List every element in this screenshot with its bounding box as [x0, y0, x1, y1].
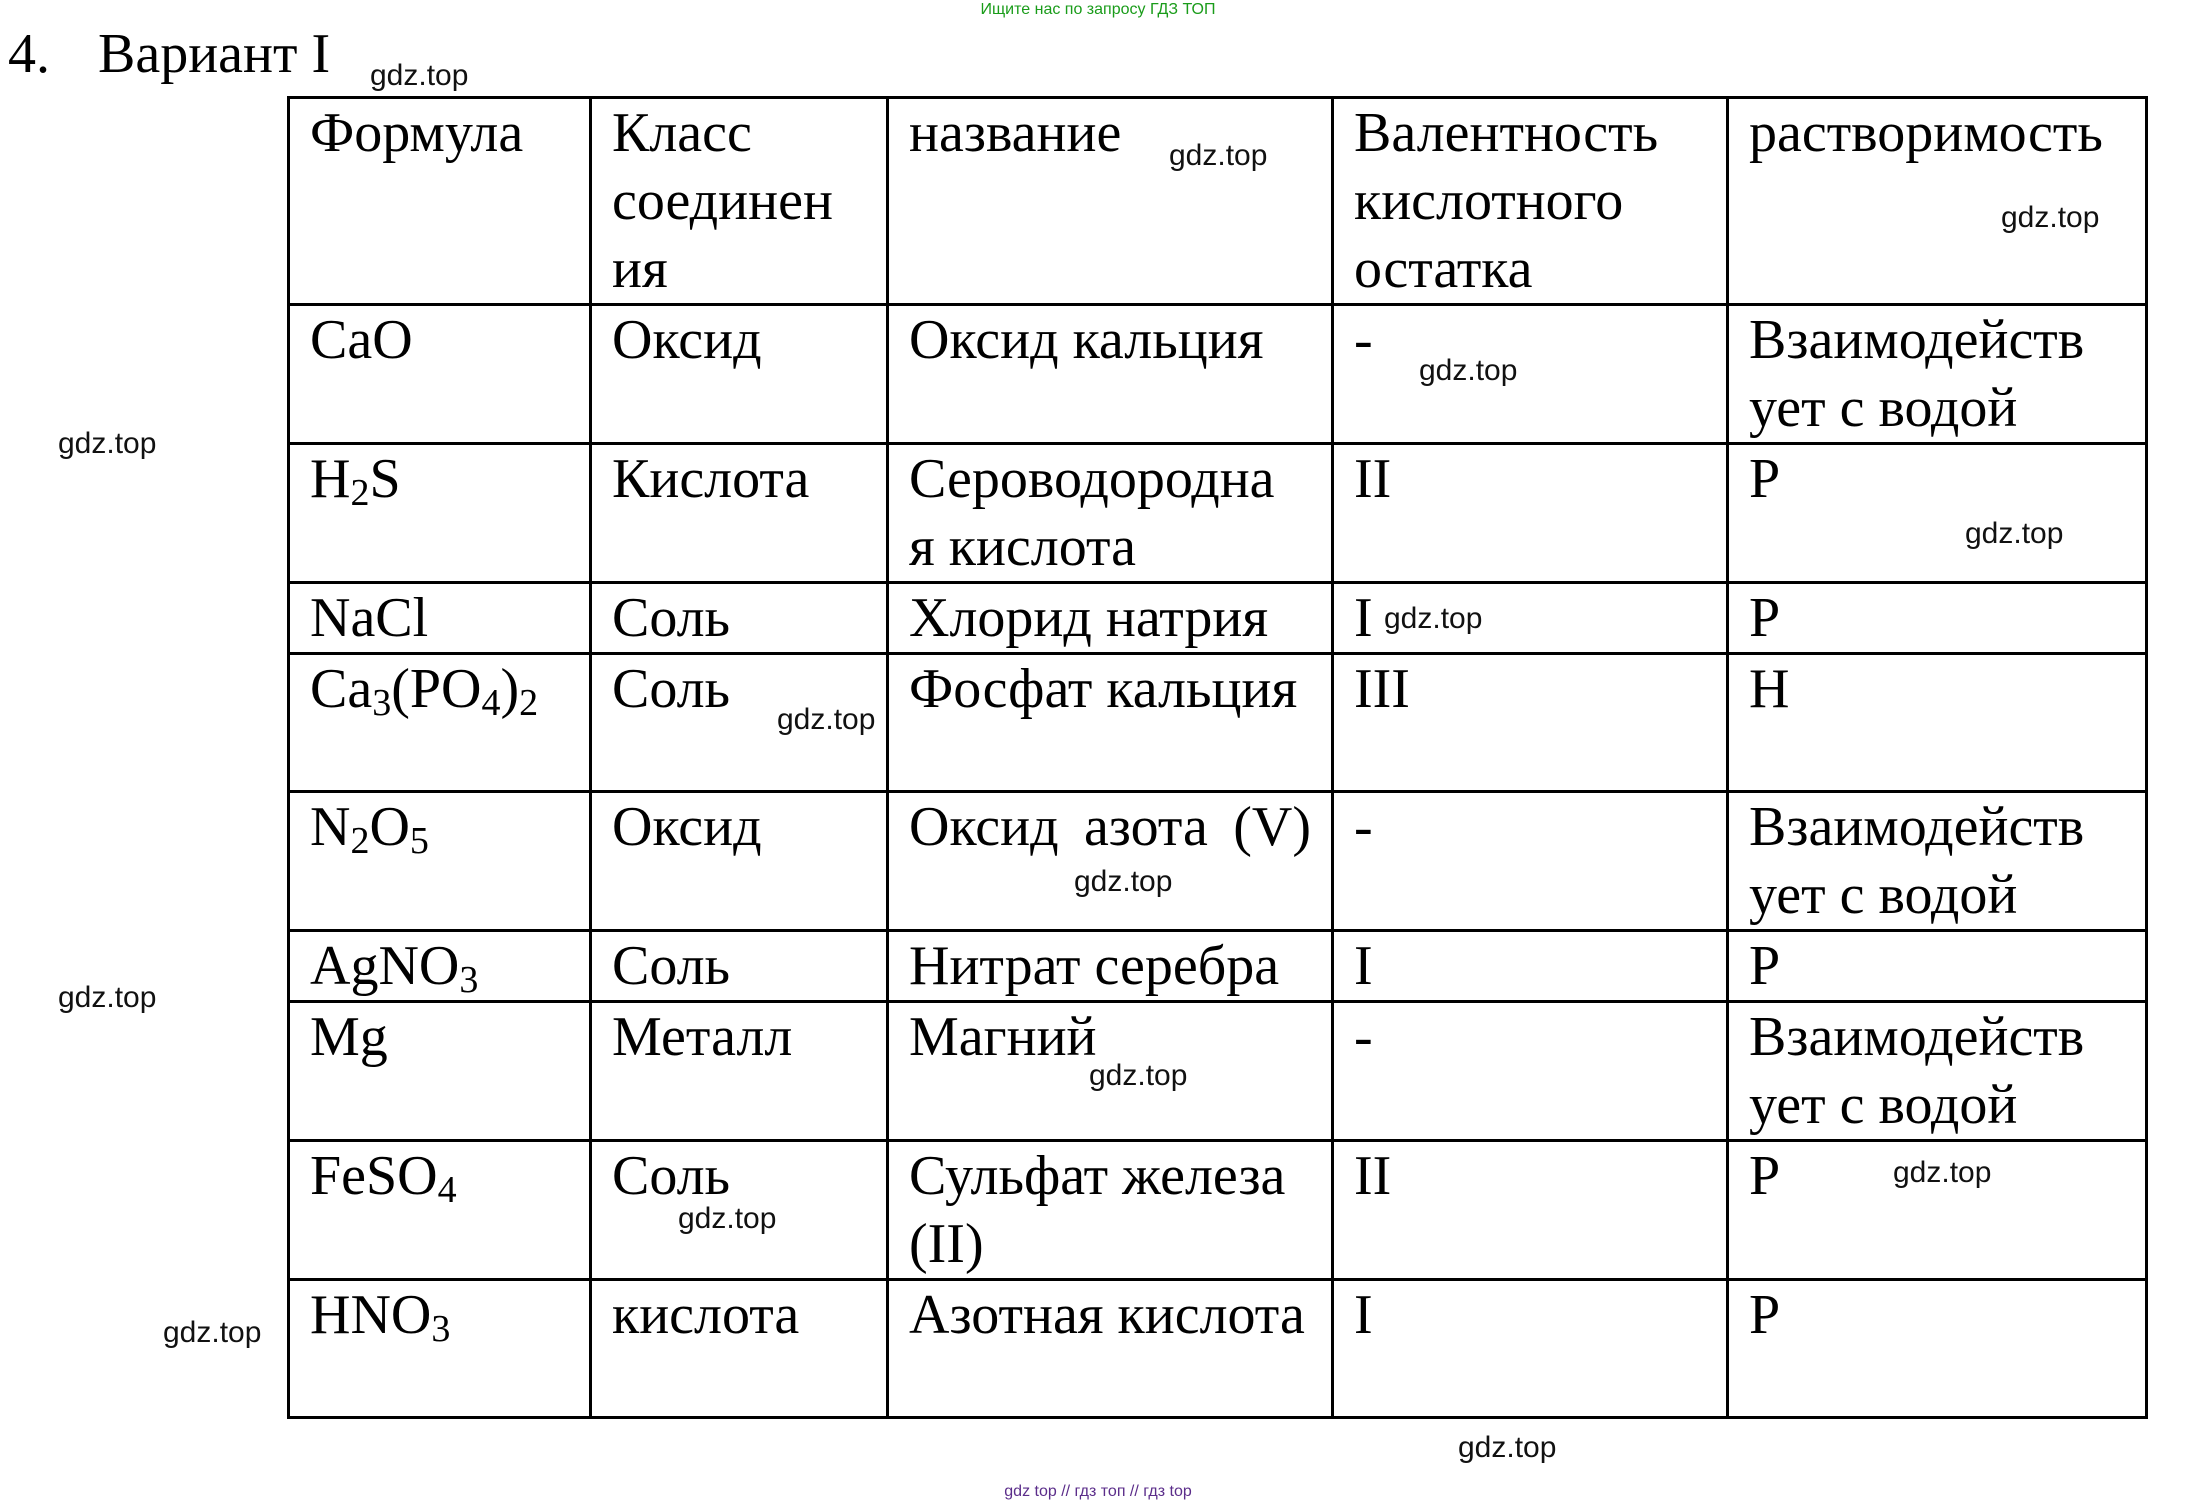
header-valence: Валентность кислотного остатка [1333, 98, 1728, 305]
watermark: gdz.top [58, 981, 157, 1014]
cell-formula: NaCl [289, 583, 591, 654]
table-row [289, 1280, 2147, 1418]
task-number: 4. [8, 23, 50, 85]
cell-class: Оксид [591, 305, 888, 444]
cell-class: Соль gdz.top [591, 1141, 888, 1280]
cell-formula: $H_2S$ [289, 444, 591, 583]
cell-valence: I [1333, 1280, 1728, 1418]
cell-class: Металл [591, 1002, 888, 1141]
cell-formula: FeSO$_4$ [289, 1141, 591, 1280]
compounds-table [287, 96, 2148, 1419]
cell-formula: $Ca_3(PO_4)_2$ [289, 654, 591, 792]
cell-solubility: Р gdz.top [1728, 1141, 2147, 1280]
cell-solubility: Взаимодейств ует с водой [1728, 305, 2147, 444]
cell-class: Соль [591, 583, 888, 654]
table-header-row [289, 98, 2147, 305]
cell-name: Оксид азота (V) gdz.top [888, 792, 1333, 931]
cell-solubility: Р [1728, 931, 2147, 1002]
watermark: gdz.top [370, 59, 469, 92]
table-row [289, 583, 2147, 654]
header-class: Класс соединен ия [591, 98, 888, 305]
cell-class: Кислота [591, 444, 888, 583]
cell-valence: III [1333, 654, 1728, 792]
watermark: gdz.top [1074, 865, 1173, 898]
cell-formula: $N_2O_5$ [289, 792, 591, 931]
header-formula: Формула [289, 98, 591, 305]
watermark: gdz.top [163, 1316, 262, 1349]
cell-formula: Mg [289, 1002, 591, 1141]
top-banner: Ищите нас по запросу ГДЗ ТОП [980, 1, 1216, 18]
watermark: gdz.top [1893, 1156, 1992, 1189]
page-title [8, 18, 330, 90]
cell-class: Соль gdz.top [591, 654, 888, 792]
header-solubility: растворимость gdz.top [1728, 98, 2147, 305]
table-row [289, 654, 2147, 792]
table-row [289, 1141, 2147, 1280]
header-name: название gdz.top [888, 98, 1333, 305]
cell-name: Сероводородна я кислота [888, 444, 1333, 583]
cell-solubility: Р [1728, 1280, 2147, 1418]
watermark: gdz.top [1384, 602, 1483, 635]
watermark: gdz.top [58, 427, 157, 460]
watermark: gdz.top [1169, 139, 1268, 172]
cell-formula: CaO [289, 305, 591, 444]
watermark: gdz.top [1419, 354, 1518, 387]
table-row [289, 1002, 2147, 1141]
variant-title: Вариант I [98, 23, 331, 85]
watermark: gdz.top [2001, 201, 2100, 234]
cell-valence: - gdz.top [1333, 305, 1728, 444]
cell-name: Азотная кислота [888, 1280, 1333, 1418]
cell-class: Соль [591, 931, 888, 1002]
cell-valence: II [1333, 1141, 1728, 1280]
table-row [289, 792, 2147, 931]
cell-solubility: Р [1728, 583, 2147, 654]
cell-valence: II [1333, 444, 1728, 583]
cell-name: Фосфат кальция [888, 654, 1333, 792]
cell-valence: - [1333, 1002, 1728, 1141]
watermark: gdz.top [777, 703, 876, 736]
cell-name: Сульфат железа (II) [888, 1141, 1333, 1280]
watermark: gdz.top [1089, 1059, 1188, 1092]
cell-solubility: Взаимодейств ует с водой [1728, 792, 2147, 931]
cell-valence: - [1333, 792, 1728, 931]
cell-formula: AgNO$_3$ [289, 931, 591, 1002]
cell-valence: I [1333, 931, 1728, 1002]
footer-links[interactable]: gdz top // гдз топ // гдз top [1004, 1483, 1192, 1500]
cell-class: Оксид [591, 792, 888, 931]
watermark: gdz.top [1965, 517, 2064, 550]
cell-formula: $HNO_3$ [289, 1280, 591, 1418]
cell-name: Хлорид натрия [888, 583, 1333, 654]
table-row [289, 931, 2147, 1002]
watermark: gdz.top [1458, 1431, 1557, 1464]
cell-name: Магний gdz.top [888, 1002, 1333, 1141]
cell-solubility: Взаимодейств ует с водой [1728, 1002, 2147, 1141]
cell-solubility: Р gdz.top [1728, 444, 2147, 583]
table-row [289, 444, 2147, 583]
cell-name: Оксид кальция [888, 305, 1333, 444]
cell-name: Нитрат серебра [888, 931, 1333, 1002]
cell-solubility: Н [1728, 654, 2147, 792]
cell-class: кислота [591, 1280, 888, 1418]
watermark: gdz.top [678, 1202, 777, 1235]
cell-valence: I gdz.top [1333, 583, 1728, 654]
table-row [289, 305, 2147, 444]
